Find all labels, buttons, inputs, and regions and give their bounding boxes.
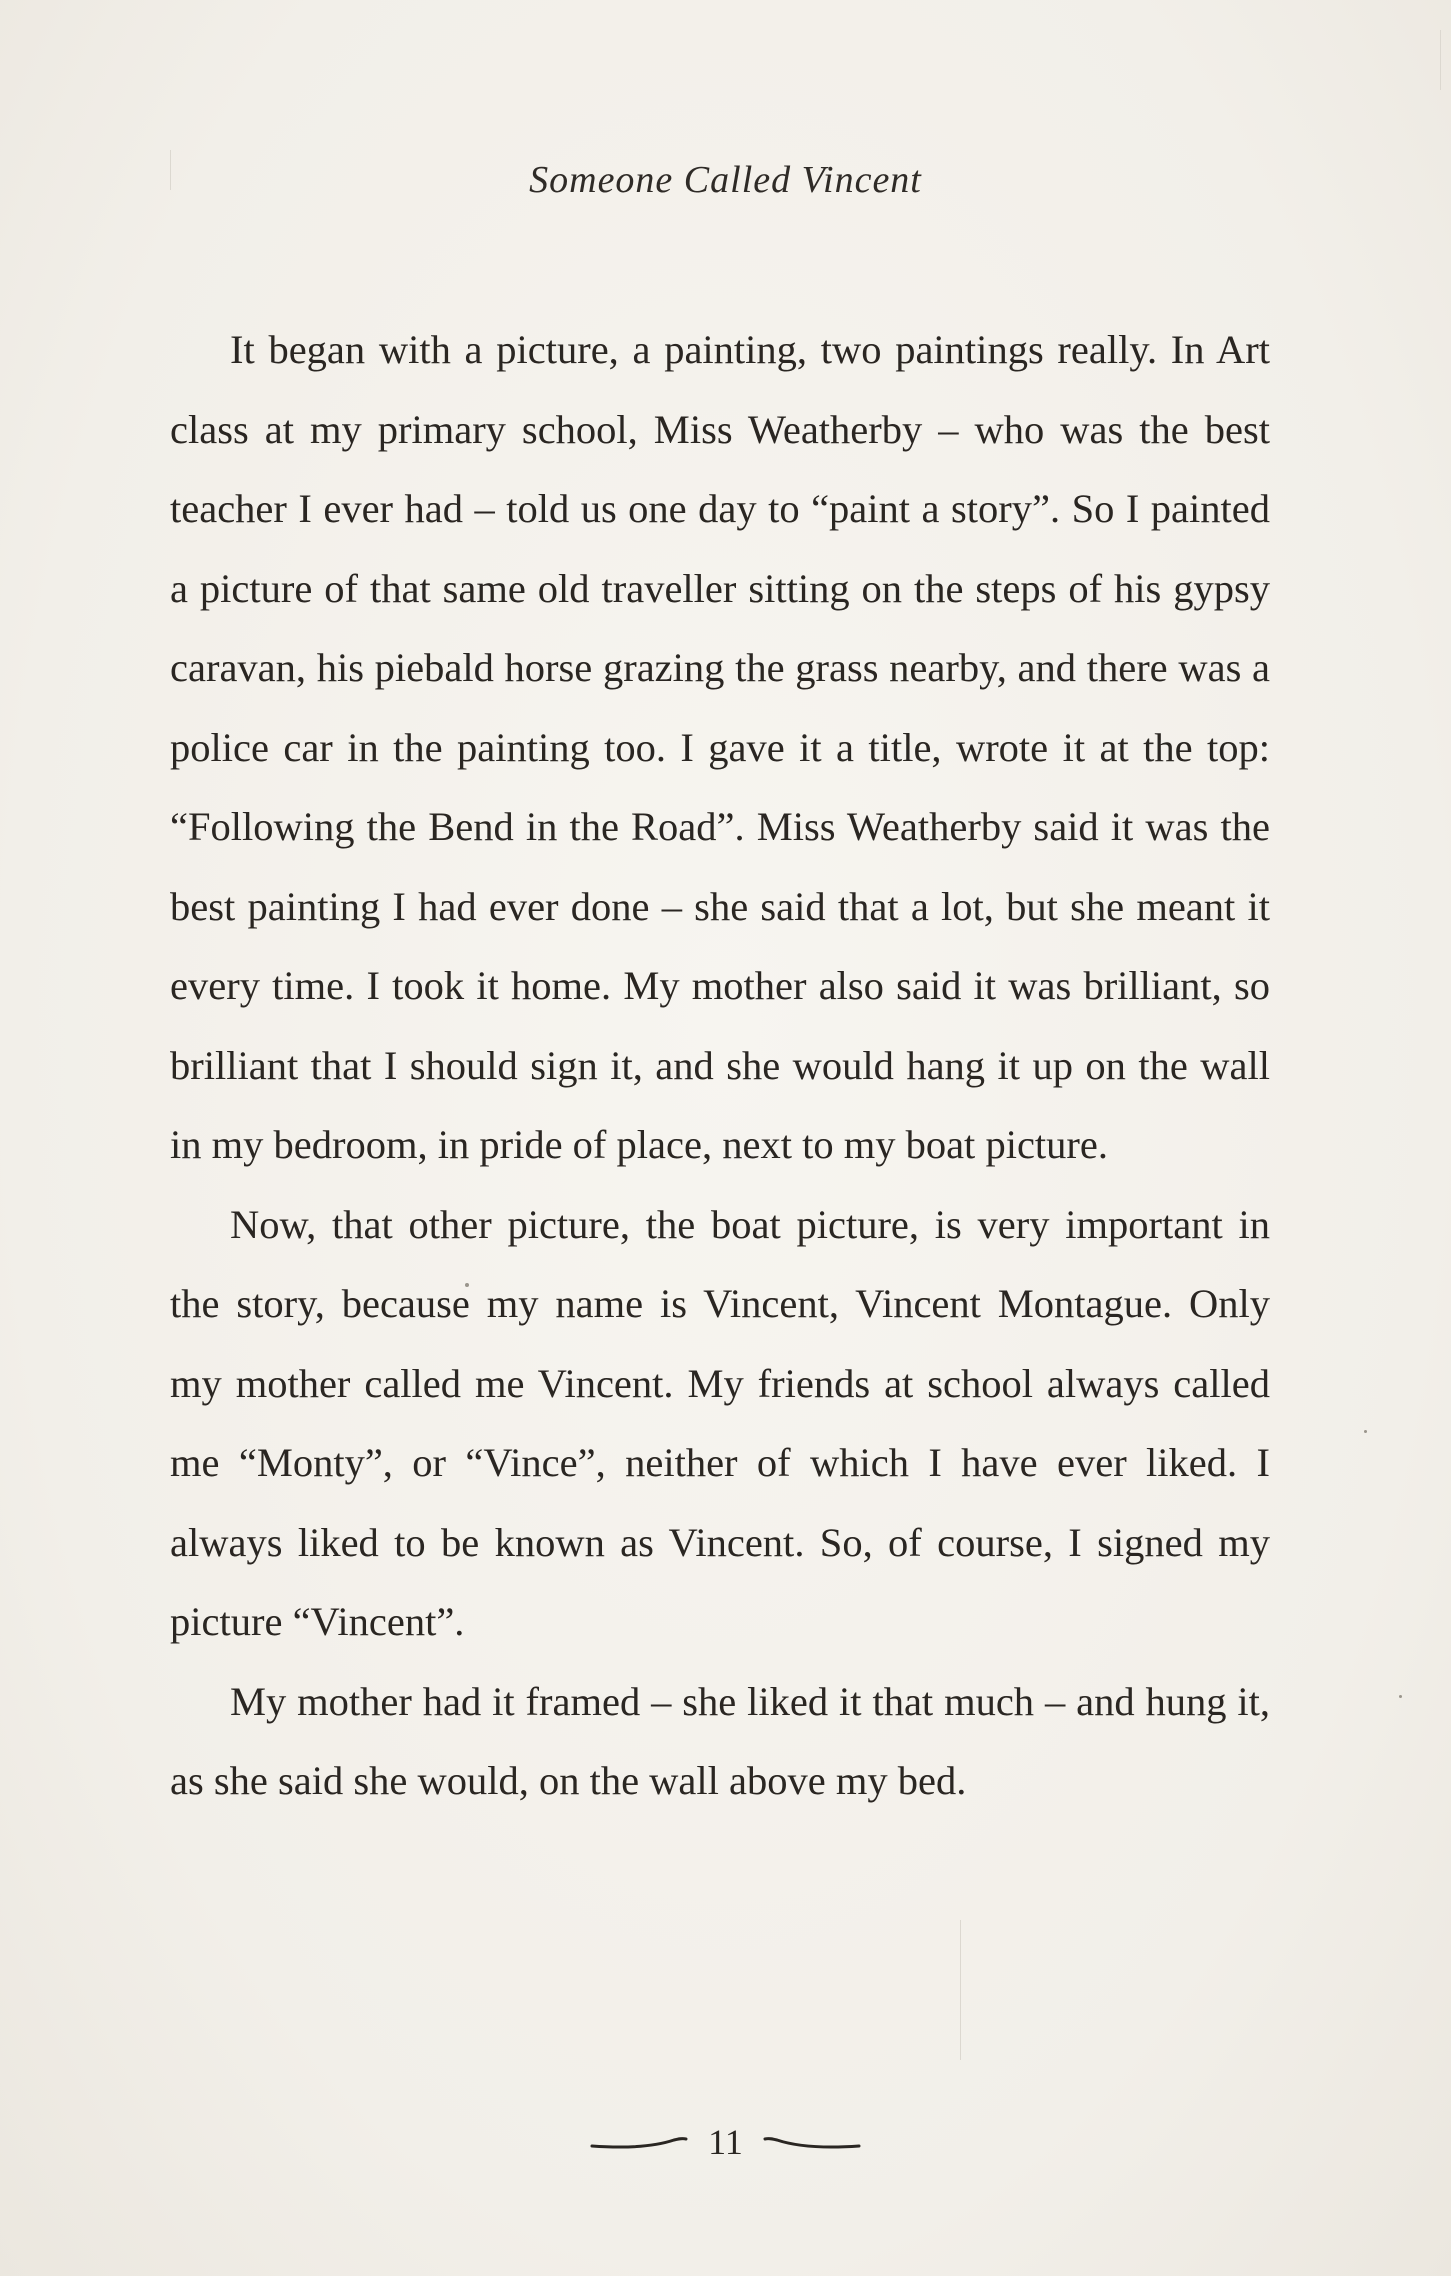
running-head-title: Someone Called Vincent [529, 159, 922, 201]
folio [0, 2112, 1451, 2172]
scan-speck [1399, 1695, 1402, 1698]
right-swash-ornament [761, 2130, 861, 2154]
left-swash-ornament [590, 2130, 690, 2154]
chapter-text [170, 310, 1270, 1821]
scan-mark [960, 1920, 961, 2060]
page-number: 11 [708, 2122, 743, 2162]
paragraph: Now, that other picture, the boat picture, is very important in the story, because my name is Vincent, Vincent Montague. Only my mother called me Vincent. My friends at school always called me “Monty”, or “Vince”, neither of which I have ever liked. I always liked to be known as Vincent. So, of course, I signed my picture “Vincent”. [170, 1201, 1270, 1644]
paragraph: It began with a picture, a painting, two paintings really. In Art class at my primary school, Miss Weatherby – who was the best teacher I ever had – told us one day to “paint a story”. So I painted a picture of that same old traveller sitting on the steps of his gypsy caravan, his piebald horse grazing the grass nearby, and there was a police car in the painting too. I gave it a title, wrote it at the top: “Following the Bend in the Road”. Miss Weatherby said it was the best painting I had ever done – she said that a lot, but she meant it every time. I took it home. My mother also said it was brilliant, so brilliant that I should sign it, and she would hang it up on the wall in my bedroom, in pride of place, next to my boat picture. [170, 327, 1270, 1167]
paragraph: My mother had it framed – she liked it that much – and hung it, as she said she would, on the wall above my bed. [170, 1678, 1270, 1803]
scan-mark [1440, 30, 1441, 90]
scan-speck [1364, 1430, 1367, 1433]
